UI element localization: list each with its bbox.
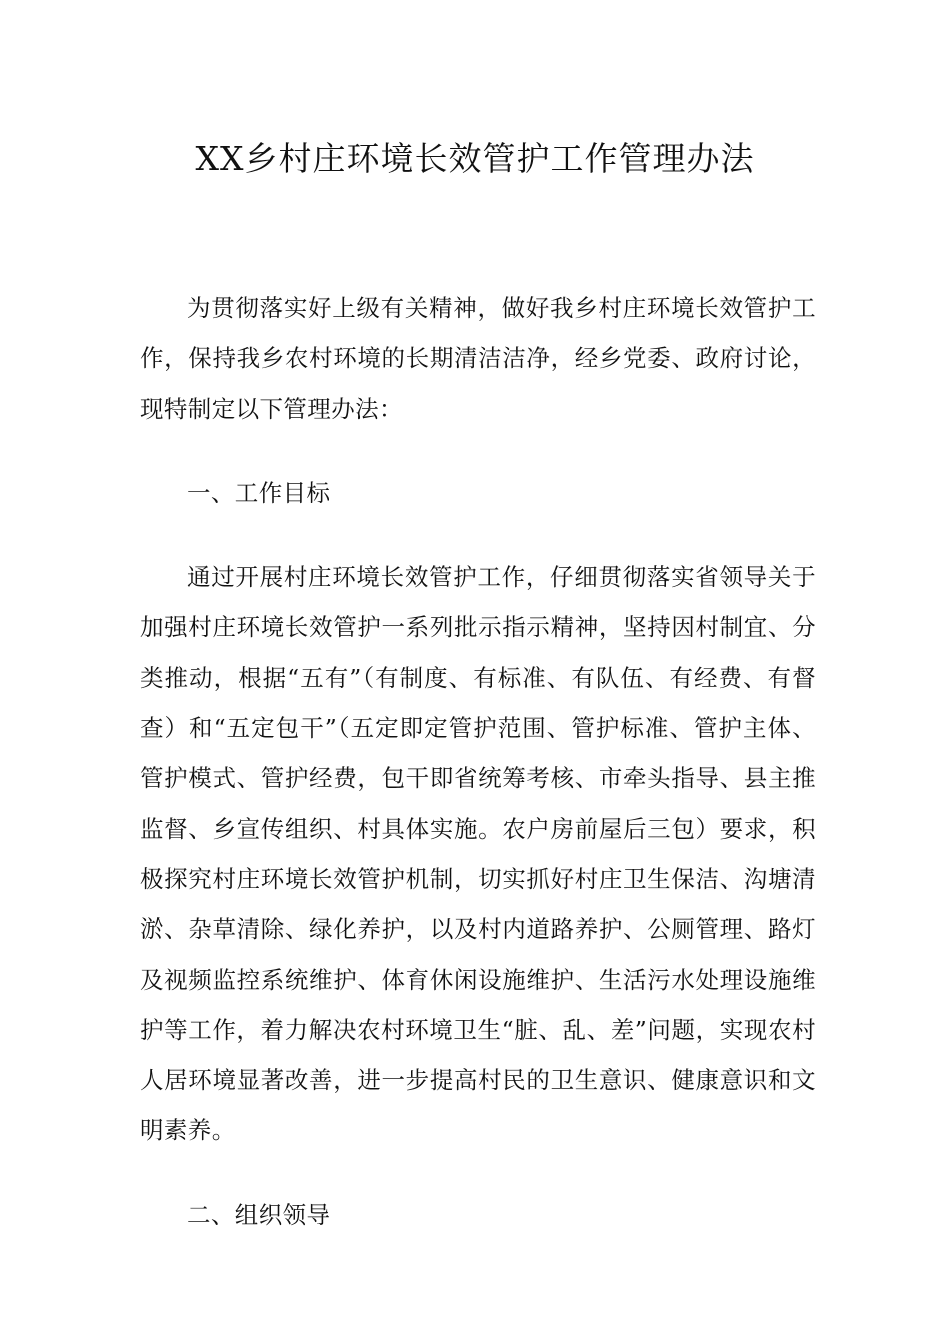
document-title: XX乡村庄环境长效管护工作管理办法 [195, 139, 755, 178]
document-body [140, 283, 816, 1240]
paragraph-spacer [140, 434, 816, 468]
paragraph-spacer [140, 1156, 816, 1190]
section-heading-goals: 一、工作目标 [187, 478, 331, 507]
section-heading-leadership: 二、组织领导 [187, 1200, 331, 1229]
goals-paragraph: 通过开展村庄环境长效管护工作，仔细贯彻落实省领导关于加强村庄环境长效管护一系列批示指示精神，坚持因村制宜、分类推动，根据“五有”（有制度、有标准、有队伍、有经费、有督查）和“五定包干”（五定即定管护范围、管护标准、管护主体、管护模式、管护经费，包干即省统筹考核、市牵头指导、县主推监督、乡宣传组织、村具体实施。农户房前屋后三包）要求，积极探究村庄环境长效管护机制，切实抓好村庄卫生保洁、沟塘清淤、杂草清除、绿化养护，以及村内道路养护、公厕管理、路灯及视频监控系统维护、体育休闲设施维护、生活污水处理设施维护等工作，着力解决农村环境卫生“脏、乱、差”问题，实现农村人居环境显著改善，进一步提高村民的卫生意识、健康意识和文明素养。 [140, 563, 816, 1145]
paragraph-spacer [140, 518, 816, 552]
intro-paragraph: 为贯彻落实好上级有关精神，做好我乡村庄环境长效管护工作，保持我乡农村环境的长期清洁洁净，经乡党委、政府讨论，现特制定以下管理办法： [140, 294, 816, 423]
